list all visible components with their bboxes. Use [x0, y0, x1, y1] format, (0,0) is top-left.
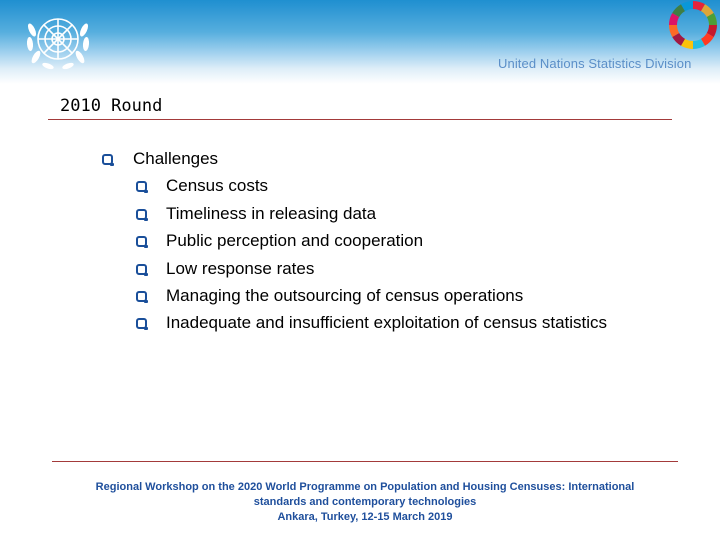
sub-bullet-label: Timeliness in releasing data: [166, 204, 377, 223]
sub-bullet-label: Low response rates: [166, 259, 315, 278]
checkbox-bullet-icon: [136, 264, 147, 275]
sub-bullet-item: [136, 284, 523, 308]
footer-line-topic: standards and contemporary technologies: [253, 496, 477, 508]
footer-divider: [52, 461, 678, 462]
title-divider: [48, 119, 672, 120]
checkbox-bullet-icon: [136, 209, 147, 220]
sub-bullet-label: Managing the outsourcing of census operations: [166, 286, 524, 305]
checkbox-bullet-icon: [136, 291, 147, 302]
sdg-wheel-icon: [668, 0, 718, 50]
checkbox-bullet-icon: [102, 154, 113, 165]
slide-title: 2010 Round: [60, 96, 163, 116]
checkbox-bullet-icon: [136, 181, 147, 192]
sub-bullet-label: Inadequate and insufficient exploitation of census statistics: [166, 313, 608, 332]
sub-bullet-item: [136, 202, 376, 226]
checkbox-bullet-icon: [136, 236, 147, 247]
header-band: [0, 0, 720, 84]
sub-bullet-item: [136, 229, 423, 253]
footer-line-event: Regional Workshop on the 2020 World Programme on Population and Housing Censuses: International: [95, 481, 635, 493]
bullet-item-challenges: [102, 147, 218, 171]
sub-bullet-label: Public perception and cooperation: [166, 231, 424, 250]
division-name: United Nations Statistics Division: [498, 56, 692, 71]
footer: [62, 480, 668, 525]
sub-bullet-item: [136, 311, 607, 335]
footer-line-location: Ankara, Turkey, 12-15 March 2019: [277, 511, 453, 523]
sub-bullet-item: [136, 257, 314, 281]
sub-bullet-label: Census costs: [166, 176, 269, 195]
un-emblem-icon: [22, 8, 94, 74]
bullet-label: Challenges: [133, 149, 219, 168]
checkbox-bullet-icon: [136, 318, 147, 329]
sub-bullet-item: [136, 174, 268, 198]
